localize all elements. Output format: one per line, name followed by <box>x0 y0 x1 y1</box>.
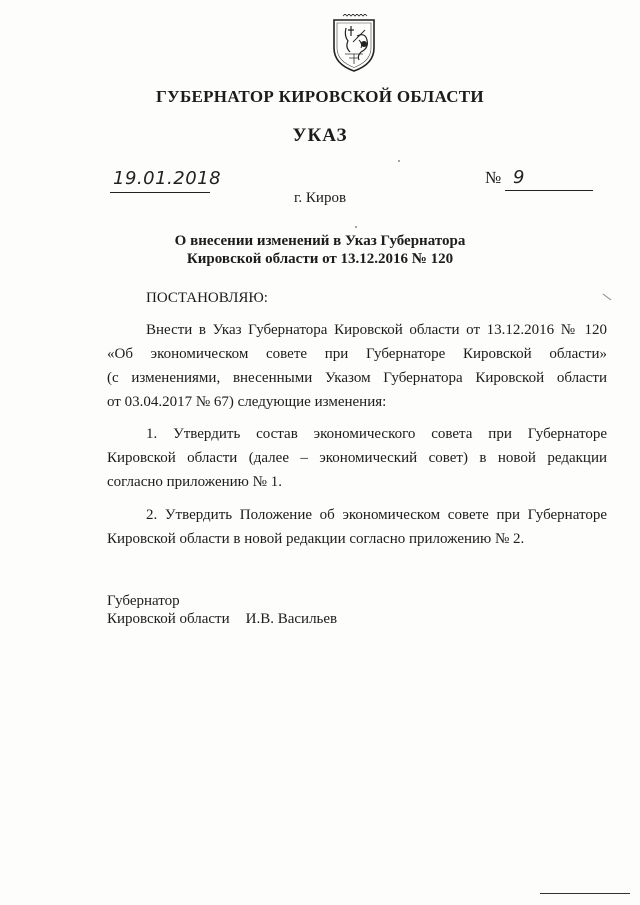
document-subject <box>0 232 640 268</box>
city: г. Киров <box>293 190 347 206</box>
subject-line: Кировской области от 13.12.2016 № 120 <box>186 251 454 267</box>
scan-speck <box>355 226 357 228</box>
number-label: № <box>485 168 502 187</box>
footer-rule <box>540 893 630 894</box>
paragraph-line: (с изменениями, внесенными Указом Губернатора Кировской области <box>107 370 607 386</box>
scan-speck <box>398 160 400 162</box>
paragraph-line: 2. Утвердить Положение об экономическом совете при Губернаторе <box>146 507 607 523</box>
handwritten-date: 19.01.2018 <box>113 168 222 189</box>
intro-paragraph <box>107 318 607 414</box>
signatory-line <box>107 610 337 628</box>
document-type: УКАЗ <box>292 125 348 146</box>
subject-line: О внесении изменений в Указ Губернатора <box>174 233 466 249</box>
date-field <box>110 166 222 193</box>
paragraph-line: Внести в Указ Губернатора Кировской области от 13.12.2016 № 120 <box>146 322 607 338</box>
signatory-name: И.В. Васильев <box>245 611 338 627</box>
issuing-authority: ГУБЕРНАТОР КИРОВСКОЙ ОБЛАСТИ <box>156 87 484 106</box>
paragraph-line: Кировской области в новой редакции согласно приложению № 2. <box>107 531 525 547</box>
coat-of-arms-icon <box>331 14 377 74</box>
item-2-paragraph <box>107 503 607 551</box>
handwritten-number: 9 <box>513 167 525 188</box>
paragraph-line: согласно приложению № 1. <box>107 474 282 490</box>
paragraph-line: Кировской области (далее – экономический совет) в новой редакции <box>107 450 607 466</box>
paragraph-line: «Об экономическом совете при Губернаторе Кировской области» <box>107 346 607 362</box>
paragraph-line: 1. Утвердить состав экономического совета при Губернаторе <box>146 426 607 442</box>
scan-mark <box>602 290 612 305</box>
signatory-region: Кировской области <box>107 611 230 627</box>
signatory-title: Губернатор <box>107 593 180 609</box>
paragraph-line: от 03.04.2017 № 67) следующие изменения: <box>107 394 387 410</box>
number-field <box>505 166 593 191</box>
signature-block <box>107 592 337 628</box>
decree-heading: ПОСТАНОВЛЯЮ: <box>146 290 268 306</box>
item-1-paragraph <box>107 422 607 494</box>
